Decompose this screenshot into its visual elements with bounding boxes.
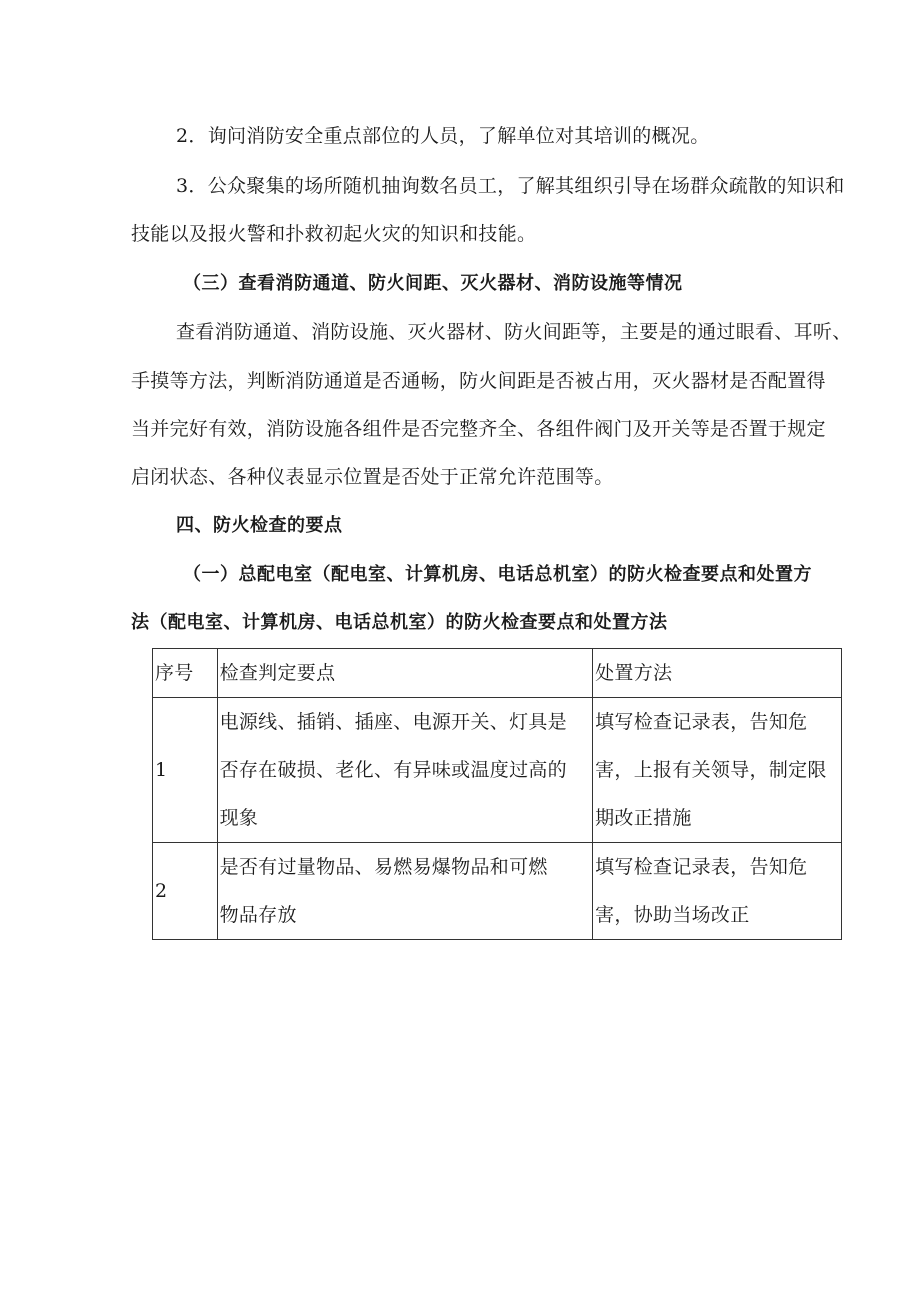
body-paragraph-line-3: 当并完好有效，消防设施各组件是否完整齐全、各组件阀门及开关等是否置于规定 <box>131 418 826 440</box>
cell-line: 填写检查记录表，告知危 <box>595 856 808 878</box>
cell-line: 否存在破损、老化、有异味或温度过高的 <box>219 759 567 781</box>
handling-method-cell <box>593 843 842 940</box>
header-cell-points: 检查判定要点 <box>217 649 593 698</box>
cell-line: 现象 <box>219 807 259 829</box>
section-heading-4: 四、防火检查的要点 <box>176 515 343 536</box>
section-heading-3: （三）查看消防通道、防火间距、灭火器材、消防设施等情况 <box>183 273 683 294</box>
cell-line: 是否有过量物品、易燃易爆物品和可燃 <box>219 856 548 878</box>
header-cell-no: 序号 <box>153 649 218 698</box>
cell-line: 物品存放 <box>219 904 297 926</box>
table-row <box>153 698 842 843</box>
subsection-heading-1-line-1: （一）总配电室（配电室、计算机房、电话总机室）的防火检查要点和处置方 <box>183 564 812 585</box>
body-paragraph-line-2: 手摸等方法，判断消防通道是否通畅，防火间距是否被占用，灭火器材是否配置得 <box>131 370 826 392</box>
paragraph-item-3-line-1: 3．公众聚集的场所随机抽询数名员工，了解其组织引导在场群众疏散的知识和 <box>176 175 845 197</box>
paragraph-item-2: 2．询问消防安全重点部位的人员，了解单位对其培训的概况。 <box>176 125 710 147</box>
header-cell-method: 处置方法 <box>593 649 842 698</box>
cell-line: 害，上报有关领导，制定限 <box>595 759 827 781</box>
subsection-heading-1-line-2: 法（配电室、计算机房、电话总机室）的防火检查要点和处置方法 <box>131 612 668 633</box>
handling-method-cell <box>593 698 842 843</box>
inspection-table <box>152 648 842 940</box>
body-paragraph-line-4: 启闭状态、各种仪表显示位置是否处于正常允许范围等。 <box>131 466 614 488</box>
table-row <box>153 843 842 940</box>
table-header-row <box>153 649 842 698</box>
inspection-points-cell <box>217 843 593 940</box>
cell-line: 期改正措施 <box>595 807 692 829</box>
cell-line: 填写检查记录表，告知危 <box>595 711 808 733</box>
row-number-cell: 1 <box>153 698 218 843</box>
body-paragraph-line-1: 查看消防通道、消防设施、灭火器材、防火间距等，主要是的通过眼看、耳听、 <box>176 321 852 343</box>
cell-line: 害，协助当场改正 <box>595 904 750 926</box>
row-number-cell: 2 <box>153 843 218 940</box>
paragraph-item-3-line-2: 技能以及报火警和扑救初起火灾的知识和技能。 <box>131 223 537 245</box>
inspection-points-cell <box>217 698 593 843</box>
cell-line: 电源线、插销、插座、电源开关、灯具是 <box>219 711 567 733</box>
